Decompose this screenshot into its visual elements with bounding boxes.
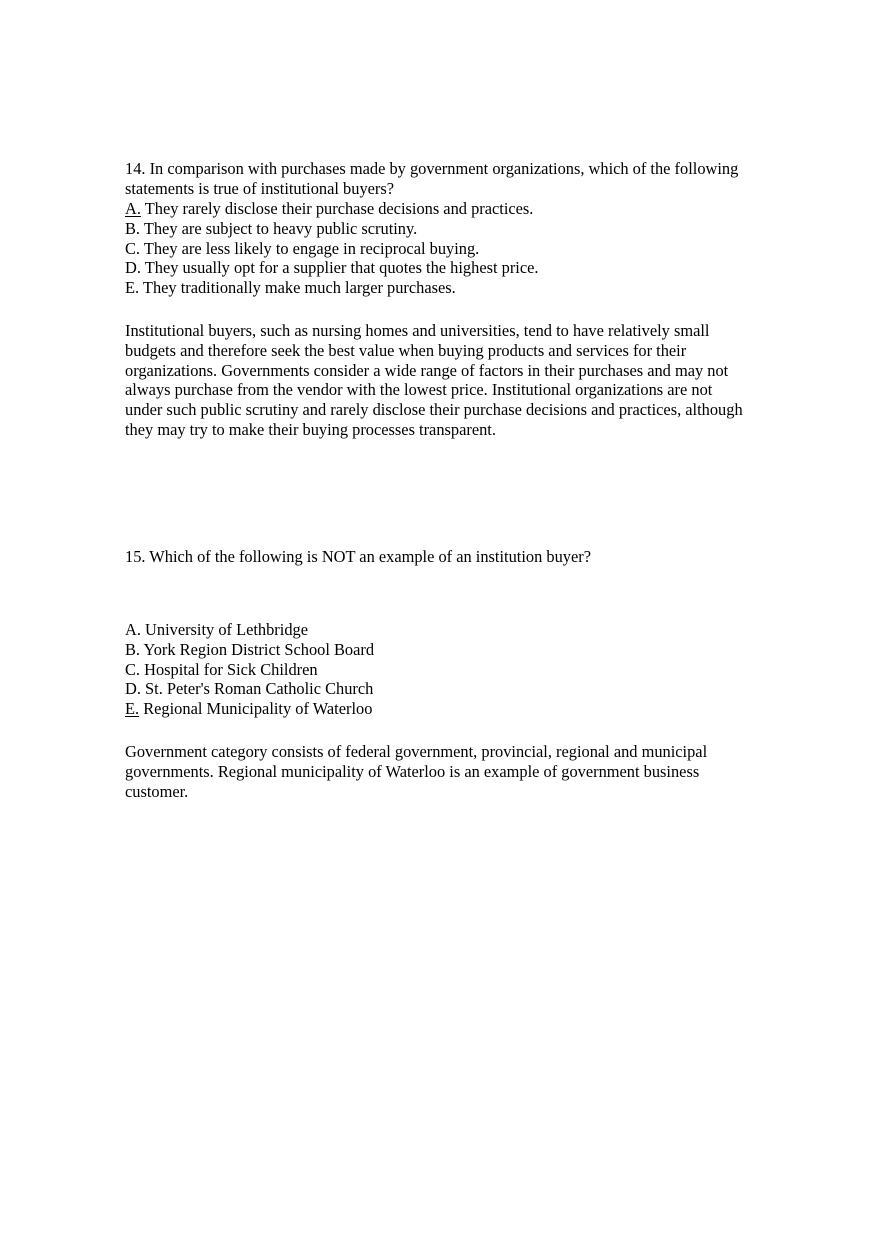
option-text: They traditionally make much larger purchases. <box>139 278 456 298</box>
option-item <box>125 239 785 259</box>
option-text: York Region District School Board <box>140 639 375 659</box>
question-15-explanation <box>125 742 785 801</box>
question-14-explanation <box>125 321 785 440</box>
option-letter: A. <box>125 620 141 639</box>
option-letter: C. <box>125 659 141 679</box>
explanation-line: governments. Regional municipality of Waterloo is an example of government business <box>125 761 700 781</box>
option-item <box>125 199 785 219</box>
option-item <box>125 258 785 278</box>
option-text: They rarely disclose their purchase decisions and practices. <box>140 199 534 218</box>
question-15-options <box>125 620 785 719</box>
explanation-line: under such public scrutiny and rarely disclose their purchase decisions and practices, although <box>125 400 743 420</box>
option-letter-correct: A. <box>125 199 141 218</box>
option-item <box>125 660 785 680</box>
option-text: Hospital for Sick Children <box>140 659 318 679</box>
option-item <box>125 219 785 239</box>
option-letter: D. <box>125 679 141 699</box>
question-14-options <box>125 199 785 298</box>
question-15-stem-line: 15. Which of the following is NOT an example of an institution buyer? <box>125 547 591 566</box>
option-text: Regional Municipality of Waterloo <box>139 699 373 719</box>
option-letter-correct: E. <box>125 699 140 719</box>
option-text: University of Lethbridge <box>140 620 308 639</box>
question-15-stem <box>125 547 785 567</box>
explanation-line: organizations. Governments consider a wide range of factors in their purchases and may not <box>125 360 729 380</box>
option-item <box>125 620 785 640</box>
question-14-stem-line: statements is true of institutional buyers? <box>125 178 395 198</box>
question-14-stem <box>125 159 785 199</box>
option-item <box>125 699 785 719</box>
option-letter: B. <box>125 639 141 659</box>
explanation-line: they may try to make their buying processes transparent. <box>125 419 496 439</box>
explanation-line: budgets and therefore seek the best value when buying products and services for their <box>125 340 687 360</box>
option-text: They usually opt for a supplier that quotes the highest price. <box>140 258 539 278</box>
option-text: They are less likely to engage in reciprocal buying. <box>140 238 480 258</box>
explanation-line: always purchase from the vendor with the lowest price. Institutional organizations are not <box>125 380 713 400</box>
option-text: St. Peter's Roman Catholic Church <box>140 679 374 699</box>
explanation-line: customer. <box>125 781 189 801</box>
option-letter: E. <box>125 278 140 298</box>
explanation-line: Institutional buyers, such as nursing homes and universities, tend to have relatively small <box>125 321 710 340</box>
option-item <box>125 679 785 699</box>
option-letter: C. <box>125 238 141 258</box>
option-item <box>125 278 785 298</box>
option-item <box>125 640 785 660</box>
question-14-stem-line: 14. In comparison with purchases made by government organizations, which of the following <box>125 159 739 178</box>
explanation-line: Government category consists of federal government, provincial, regional and municipal <box>125 742 708 761</box>
option-letter: B. <box>125 218 141 238</box>
option-text: They are subject to heavy public scrutiny. <box>140 218 418 238</box>
option-letter: D. <box>125 258 141 278</box>
